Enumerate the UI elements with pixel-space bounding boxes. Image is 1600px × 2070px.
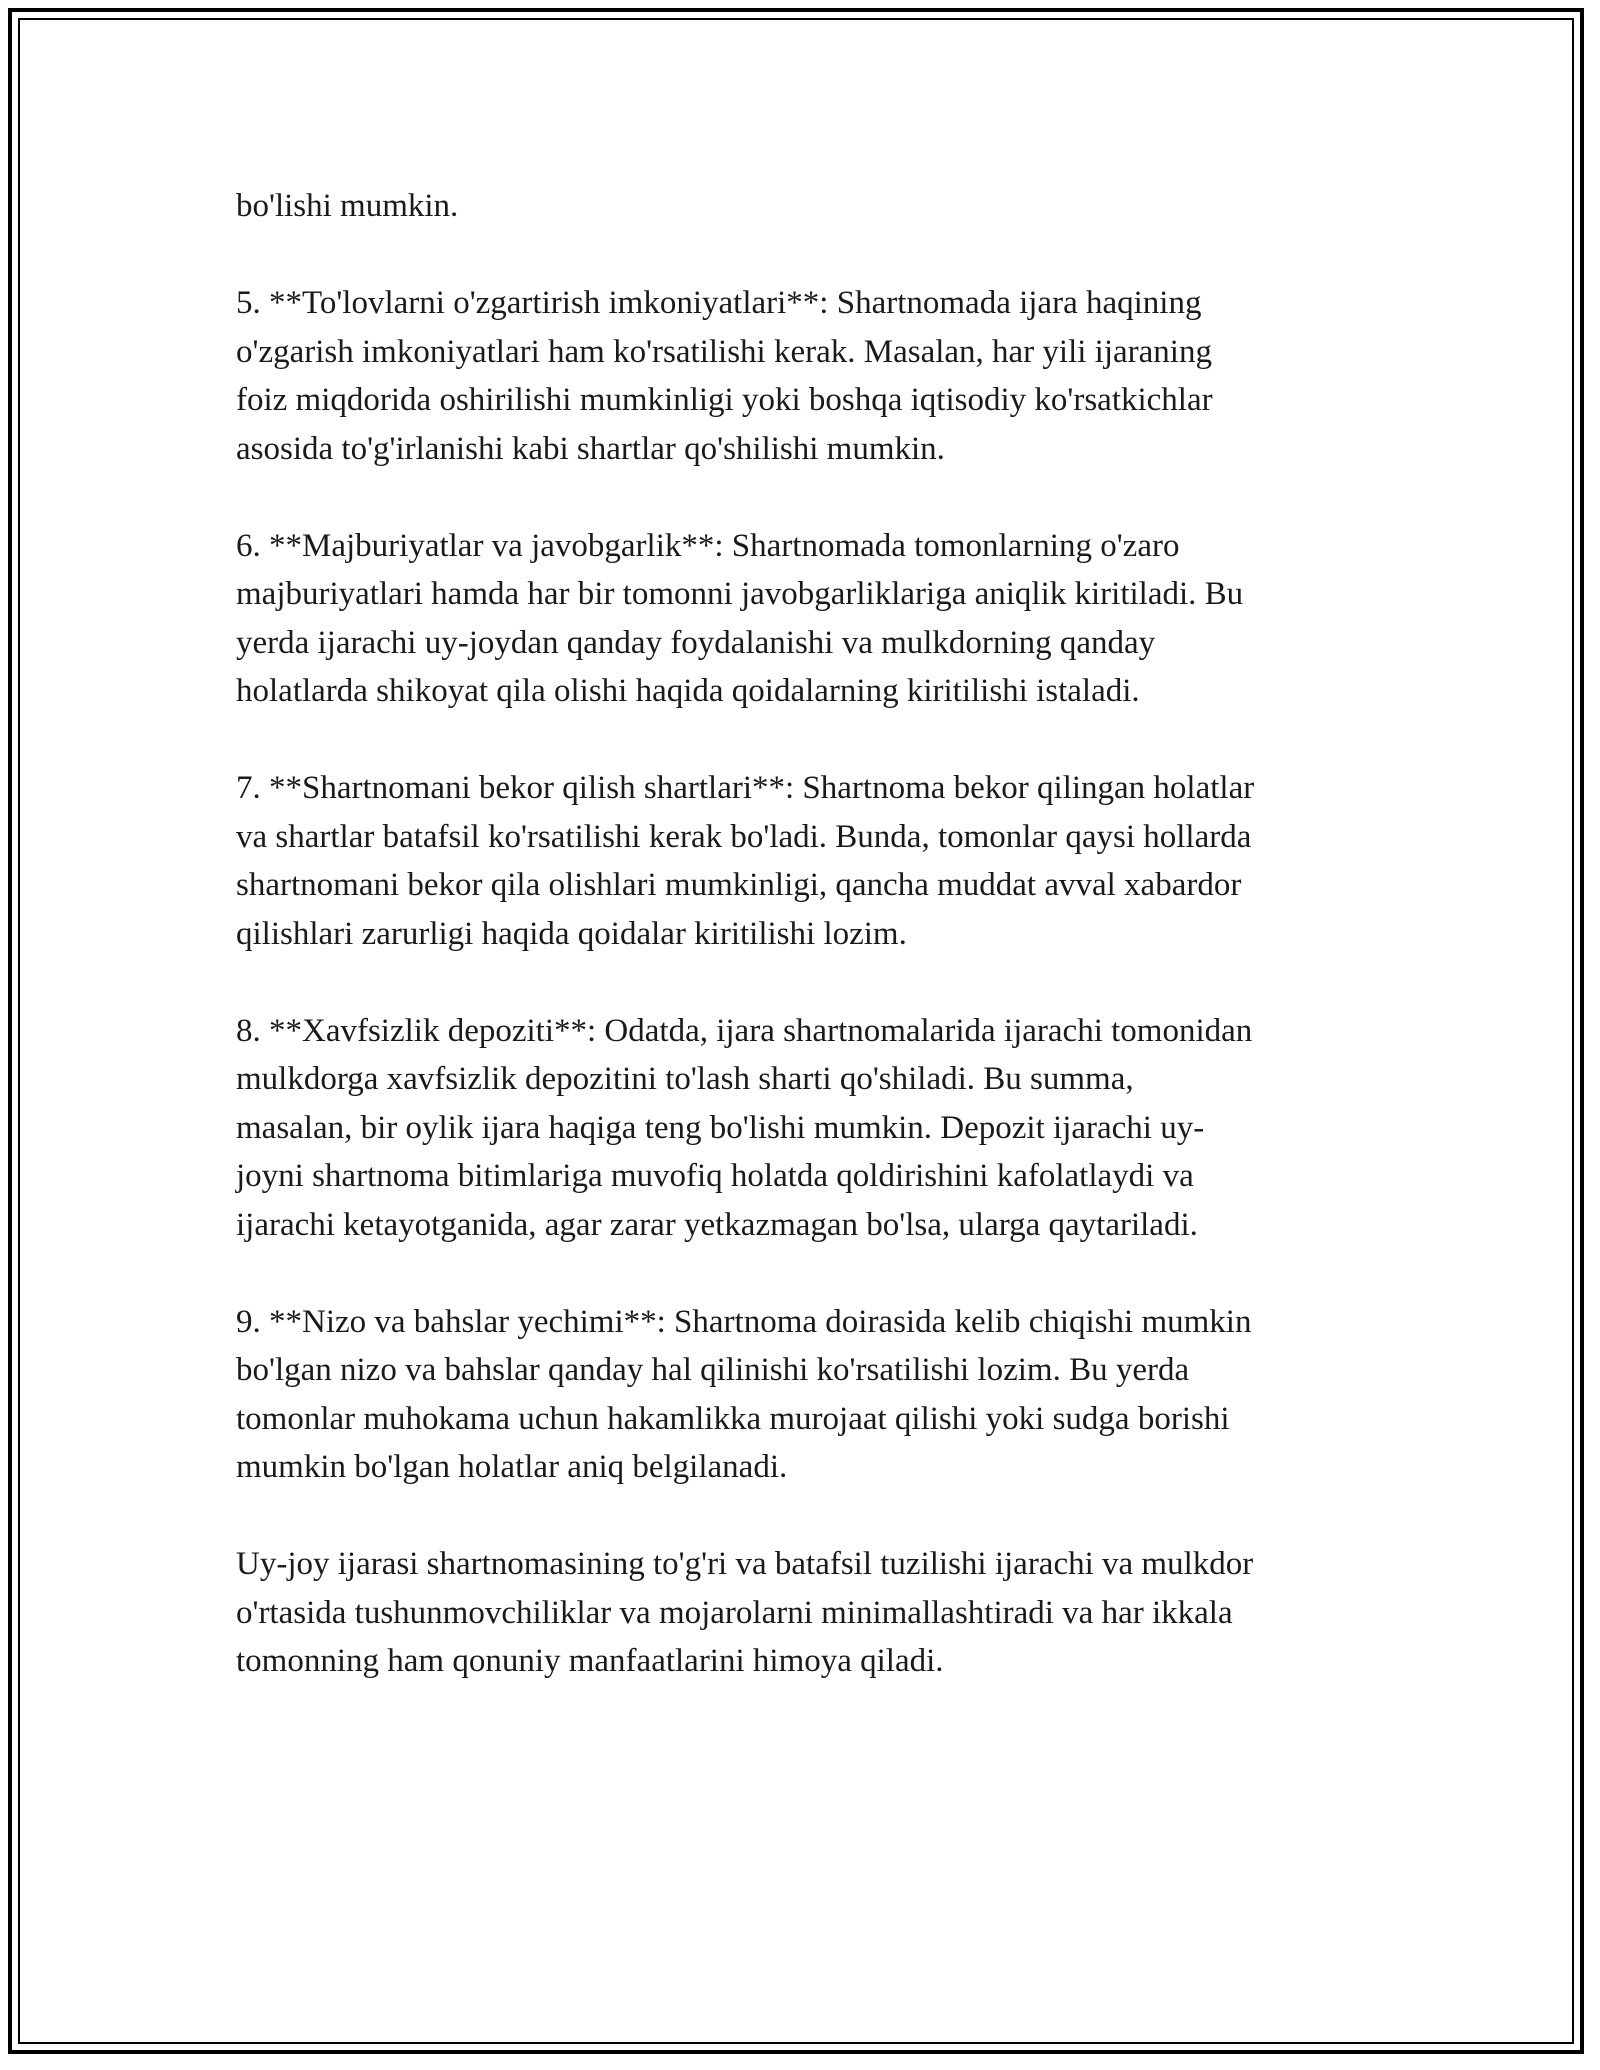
paragraph-item-6: 6. **Majburiyatlar va javobgarlik**: Shartnomada tomonlarning o'zaro majburiyatlari hamda har bir tomonni javobgarliklariga aniqlik kiritiladi. Bu yerda ijarachi uy-joydan qanday foydalanishi va mulkdorning qanday holatlarda shikoyat qila olishi haqida qoidalarning kiritilishi istaladi.: [236, 527, 1244, 709]
paragraph-item-8: 8. **Xavfsizlik depoziti**: Odatda, ijara shartnomalarida ijarachi tomonidan mulkdorga xavfsizlik depozitini to'lash sharti qo'shiladi. Bu summa, masalan, bir oylik ijara haqiga teng bo'lishi mumkin. Depozit ijarachi uy- joyni shartnoma bitimlariga muvofiq holatda qoldirishini kafolatlaydi va ijarachi ketayotganida, agar zarar yetkazmagan bo'lsa, ularga qaytariladi.: [236, 1012, 1253, 1243]
paragraph-item-9: 9. **Nizo va bahslar yechimi**: Shartnoma doirasida kelib chiqishi mumkin bo'lgan nizo va bahslar qanday hal qilinishi ko'rsatilishi lozim. Bu yerda tomonlar muhokama uchun hakamlikka murojaat qilishi yoki sudga borishi mumkin bo'lgan holatlar aniq belgilanadi.: [236, 1303, 1252, 1485]
paragraph-item-5: 5. **To'lovlarni o'zgartirish imkoniyatlari**: Shartnomada ijara haqining o'zgarish imkoniyatlari ham ko'rsatilishi kerak. Masalan, har yili ijaraning foiz miqdorida oshirilishi mumkinligi yoki boshqa iqtisodiy ko'rsatkichlar asosida to'g'irlanishi kabi shartlar qo'shilishi mumkin.: [236, 285, 1213, 467]
paragraph-continuation: bo'lishi mumkin.: [236, 188, 459, 224]
document-body: [236, 182, 1376, 1734]
paragraph-item-7: 7. **Shartnomani bekor qilish shartlari**: Shartnoma bekor qilingan holatlar va shartlar batafsil ko'rsatilishi kerak bo'ladi. Bunda, tomonlar qaysi hollarda shartnomani bekor qila olishlari mumkinligi, qancha muddat avval xabardor qilishlari zarurligi haqida qoidalar kiritilishi lozim.: [236, 770, 1255, 952]
paragraph-conclusion: Uy-joy ijarasi shartnomasining to'g'ri va batafsil tuzilishi ijarachi va mulkdor o'rtasida tushunmovchiliklar va mojarolarni minimallashtiradi va har ikkala tomonning ham qonuniy manfaatlarini himoya qiladi.: [236, 1546, 1254, 1679]
